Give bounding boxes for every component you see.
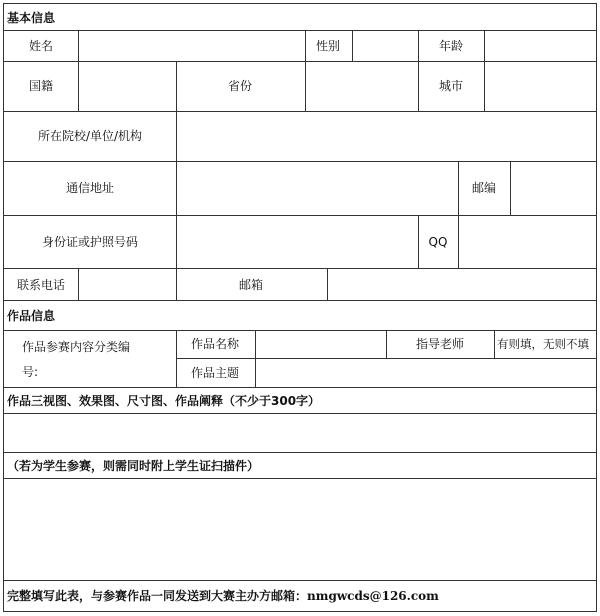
gender-label: 性别	[315, 39, 341, 53]
row-divider	[3, 300, 597, 301]
email-label: 邮箱	[238, 278, 264, 292]
row-divider	[3, 580, 597, 581]
address-label: 通信地址	[65, 181, 115, 195]
id-field[interactable]	[177, 216, 418, 268]
age-field[interactable]	[485, 31, 596, 61]
advisor-note: 有则填，无则不填	[497, 337, 589, 351]
address-field[interactable]	[177, 162, 458, 215]
name-label: 姓名	[28, 39, 54, 53]
col-divider	[494, 330, 495, 358]
row-divider	[3, 387, 597, 388]
phone-label: 联系电话	[16, 278, 66, 292]
section-work-info-heading: 作品信息	[7, 309, 56, 323]
col-divider	[386, 330, 387, 358]
institution-field[interactable]	[177, 112, 596, 161]
footer-text: 完整填写此表，与参赛作品一同发送到大赛主办方邮箱：	[7, 589, 308, 603]
phone-field[interactable]	[79, 269, 176, 300]
work-name-label: 作品名称	[190, 337, 240, 351]
id-label: 身份证或护照号码	[41, 235, 139, 249]
advisor-label: 指导老师	[415, 337, 465, 351]
city-field[interactable]	[485, 62, 596, 111]
col-divider	[176, 268, 177, 300]
category-label-line2: 号:	[22, 365, 39, 379]
postcode-label: 邮编	[471, 181, 497, 195]
age-label: 年龄	[438, 39, 464, 53]
province-field[interactable]	[306, 62, 418, 111]
student-note: （若为学生参赛，则需同时附上学生证扫描件）	[7, 459, 260, 473]
city-label: 城市	[438, 79, 464, 93]
work-theme-label: 作品主题	[190, 366, 240, 380]
section-basic-info-heading: 基本信息	[7, 11, 56, 25]
col-divider	[418, 30, 419, 61]
col-divider	[305, 30, 306, 61]
row-divider	[3, 452, 597, 453]
work-name-field[interactable]	[256, 331, 386, 358]
email-field[interactable]	[328, 269, 596, 300]
province-label: 省份	[227, 79, 253, 93]
drawings-upload-area[interactable]	[4, 414, 596, 452]
nationality-field[interactable]	[79, 62, 176, 111]
col-divider	[458, 161, 459, 215]
col-divider	[176, 330, 177, 387]
col-divider	[418, 215, 419, 268]
student-card-upload-area[interactable]	[4, 479, 596, 580]
footer-email: nmgwcds@126.com	[307, 589, 439, 603]
qq-label: QQ	[428, 235, 448, 249]
gender-field[interactable]	[353, 31, 418, 61]
name-field[interactable]	[79, 31, 305, 61]
postcode-field[interactable]	[511, 162, 596, 215]
col-divider	[176, 61, 177, 111]
institution-label: 所在院校/单位/机构	[37, 129, 143, 143]
category-label-line1: 作品参赛内容分类编	[22, 340, 131, 354]
work-theme-field[interactable]	[256, 359, 596, 387]
footer-instruction	[7, 589, 439, 603]
nationality-label: 国籍	[28, 79, 54, 93]
qq-field[interactable]	[459, 216, 596, 268]
drawings-note: 作品三视图、效果图、尺寸图、作品阐释（不少于300字）	[7, 394, 321, 408]
col-divider	[418, 61, 419, 111]
